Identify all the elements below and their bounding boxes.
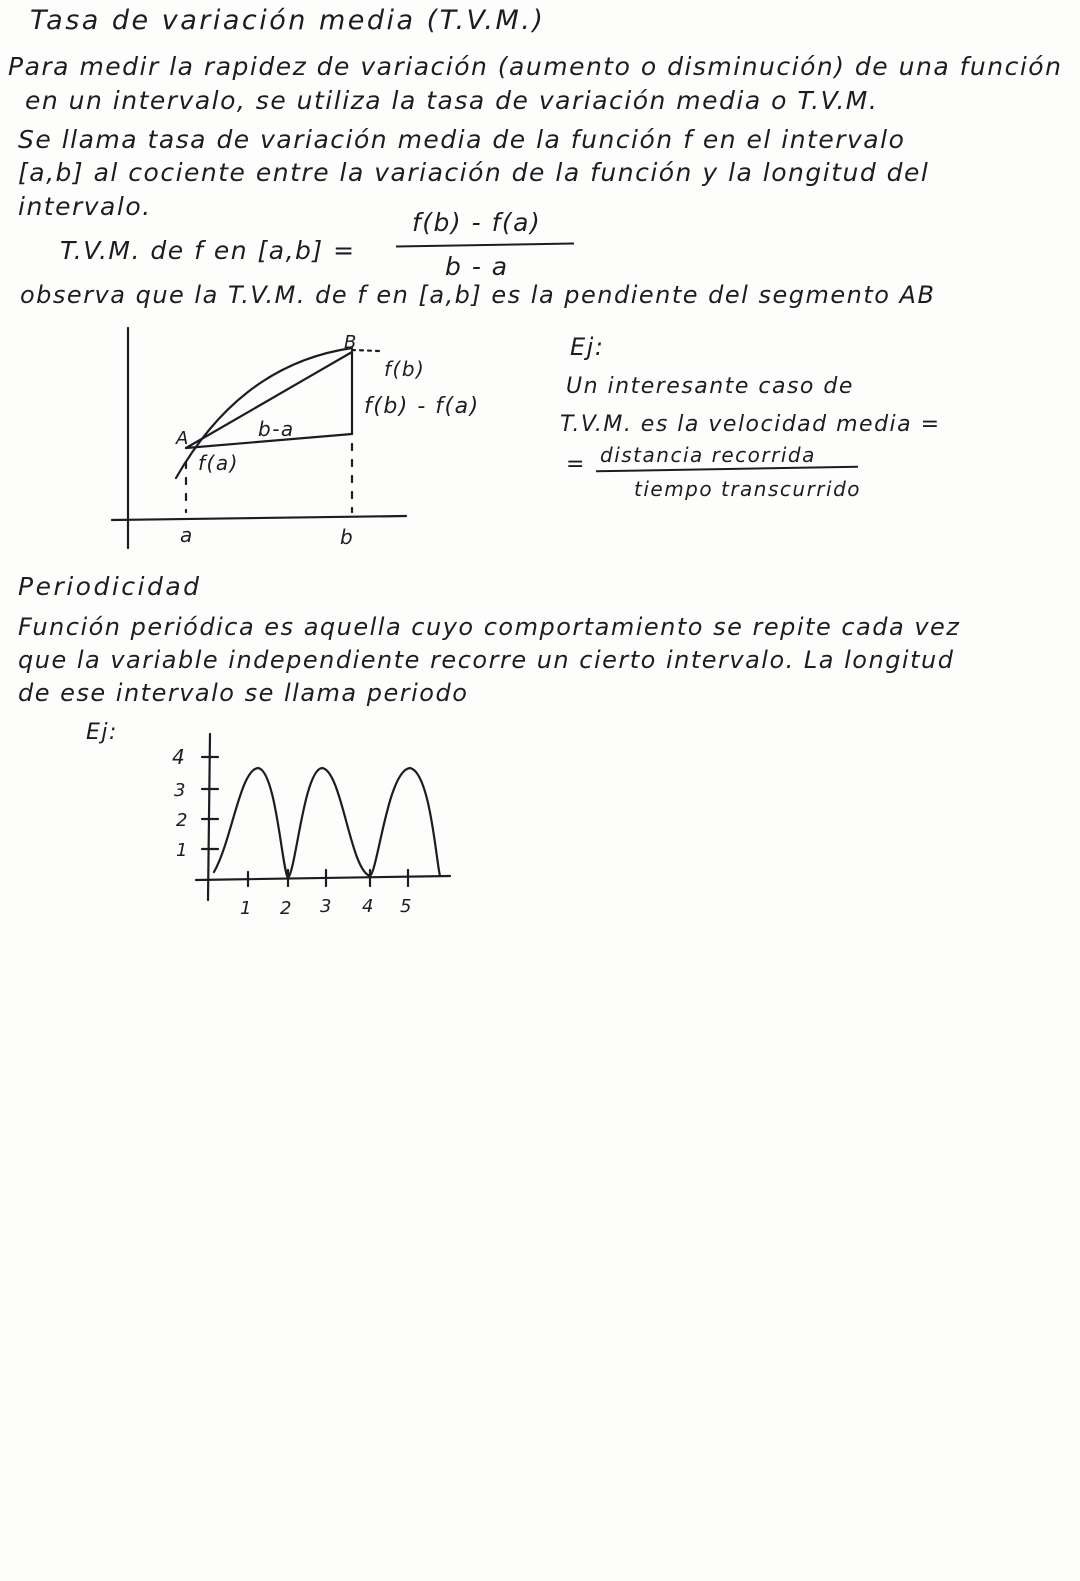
label-fb-minus-fa: f(b) - f(a) xyxy=(364,394,480,419)
example-equals: = xyxy=(566,452,586,477)
paragraph-line: [a,b] al cociente entre la variación de la función y la longitud del xyxy=(18,158,930,187)
x-tick-label: 1 xyxy=(240,898,253,919)
example-label: Ej: xyxy=(86,720,118,745)
label-b-axis: b xyxy=(340,525,355,549)
speed-numerator: distancia recorrida xyxy=(600,443,816,467)
paragraph-line: en un intervalo, se utiliza la tasa de variación media o T.V.M. xyxy=(25,86,879,115)
x-tick-label: 2 xyxy=(280,898,293,919)
y-axis xyxy=(208,734,210,900)
paragraph-line: Para medir la rapidez de variación (aumento o disminución) de una función xyxy=(8,52,1063,81)
formula-numerator: f(b) - f(a) xyxy=(412,208,542,237)
label-a-axis: a xyxy=(180,523,194,547)
label-a-point: A xyxy=(176,428,190,449)
example-line: Un interesante caso de xyxy=(566,374,854,399)
label-b-point: B xyxy=(344,332,358,353)
y-tick-label: 2 xyxy=(176,810,189,831)
y-tick-label: 4 xyxy=(172,745,187,769)
x-tick-label: 5 xyxy=(400,896,413,917)
label-b-minus-a: b-a xyxy=(258,417,295,441)
paragraph-line: Se llama tasa de variación media de la función f en el intervalo xyxy=(18,125,906,154)
label-fa: f(a) xyxy=(198,451,239,475)
paragraph-line: de ese intervalo se llama periodo xyxy=(18,679,469,707)
formula-lhs: T.V.M. de f en [a,b] = xyxy=(60,236,356,265)
periodic-curve xyxy=(214,768,440,878)
paragraph-line: Función periódica es aquella cuyo comportamiento se repite cada vez xyxy=(18,613,961,641)
example-line: T.V.M. es la velocidad media = xyxy=(560,412,941,437)
x-tick-label: 3 xyxy=(320,896,333,917)
y-tick-label: 3 xyxy=(174,780,187,801)
section-title-tvm: Tasa de variación media (T.V.M.) xyxy=(30,5,546,36)
example-label: Ej: xyxy=(570,333,605,361)
speed-denominator: tiempo transcurrido xyxy=(634,477,861,501)
section-title-periodicidad: Periodicidad xyxy=(18,572,202,601)
x-tick-label: 4 xyxy=(362,896,375,917)
x-axis xyxy=(196,876,450,880)
paragraph-line: intervalo. xyxy=(18,192,152,221)
observation-line: observa que la T.V.M. de f en [a,b] es la pendiente del segmento AB xyxy=(20,281,936,309)
label-fb: f(b) xyxy=(384,357,426,381)
y-tick-label: 1 xyxy=(176,840,189,861)
paragraph-line: que la variable independiente recorre un cierto intervalo. La longitud xyxy=(18,646,955,674)
formula-denominator: b - a xyxy=(445,252,509,281)
